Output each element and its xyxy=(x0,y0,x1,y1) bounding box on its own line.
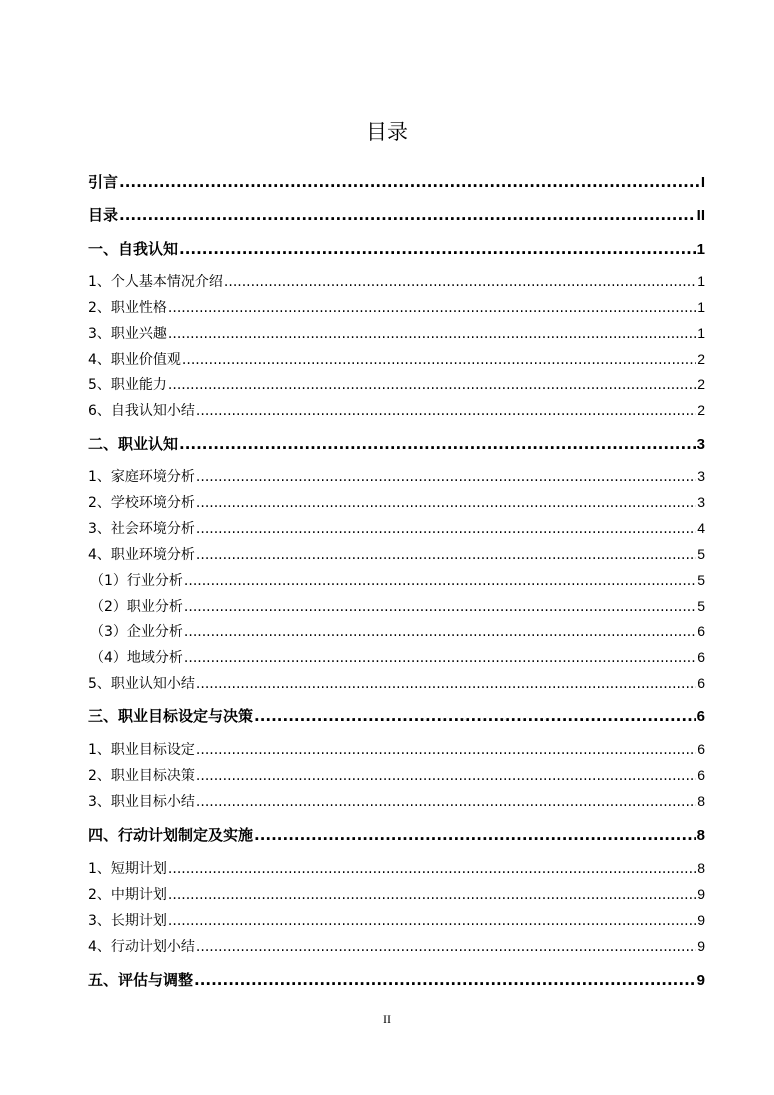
toc-entry[interactable] xyxy=(88,466,705,486)
table-of-contents xyxy=(88,0,705,1000)
toc-entry-page-number: 2 xyxy=(697,351,705,367)
toc-entry-label: 2、中期计划 xyxy=(88,887,167,903)
toc-entry-page-number: 4 xyxy=(697,520,705,536)
toc-entry[interactable] xyxy=(88,271,705,291)
toc-entry-page-number: 6 xyxy=(697,767,705,783)
dot-leader xyxy=(119,172,700,192)
toc-entry[interactable] xyxy=(88,349,705,369)
dot-leader xyxy=(119,205,696,225)
toc-entry[interactable] xyxy=(88,765,705,785)
dot-leader xyxy=(184,648,696,668)
toc-entry[interactable] xyxy=(88,492,705,512)
toc-entry-label: 2、职业性格 xyxy=(88,300,167,316)
dot-leader xyxy=(196,792,696,812)
dot-leader xyxy=(254,706,696,726)
toc-entry-page-number: 6 xyxy=(697,623,705,639)
toc-entry-label: 3、职业目标小结 xyxy=(88,794,195,810)
toc-entry-label: 1、家庭环境分析 xyxy=(88,469,195,485)
toc-entry-page-number: 2 xyxy=(697,402,705,418)
toc-entry-page-number: 1 xyxy=(696,241,705,258)
toc-entry-label: 1、个人基本情况介绍 xyxy=(88,274,223,290)
toc-entry[interactable] xyxy=(88,706,705,726)
toc-entry-page-number: 9 xyxy=(696,972,705,989)
toc-entry[interactable] xyxy=(88,884,705,904)
toc-entry[interactable] xyxy=(88,791,705,811)
dot-leader xyxy=(196,766,696,786)
toc-entry-label: （3）企业分析 xyxy=(90,624,183,640)
toc-entry-page-number: 5 xyxy=(697,598,705,614)
toc-entry[interactable] xyxy=(88,544,705,564)
toc-entry[interactable] xyxy=(88,434,705,454)
toc-entry[interactable] xyxy=(88,172,705,192)
toc-entry-label: 5、职业能力 xyxy=(88,377,167,393)
toc-entry-page-number: 1 xyxy=(697,299,705,315)
toc-entry-page-number: 9 xyxy=(697,886,705,902)
toc-entry-page-number: 3 xyxy=(697,468,705,484)
toc-entry[interactable] xyxy=(88,323,705,343)
toc-entry-label: 目录 xyxy=(88,206,119,224)
toc-entry-label: （4）地域分析 xyxy=(90,650,183,666)
toc-entry-label: 3、职业兴趣 xyxy=(88,326,167,342)
toc-entry-label: 2、职业目标决策 xyxy=(88,768,195,784)
toc-entry-label: 一、自我认知 xyxy=(88,240,179,258)
toc-entry-page-number: 3 xyxy=(697,494,705,510)
toc-entry-label: （1）行业分析 xyxy=(90,573,183,589)
toc-entry[interactable] xyxy=(88,205,705,225)
toc-entry[interactable] xyxy=(88,910,705,930)
toc-entry-page-number: 6 xyxy=(697,741,705,757)
dot-leader xyxy=(184,571,696,591)
toc-entry[interactable] xyxy=(88,970,705,990)
dot-leader xyxy=(196,674,696,694)
toc-entry-page-number: 8 xyxy=(697,793,705,809)
dot-leader xyxy=(168,859,696,879)
dot-leader xyxy=(196,401,696,421)
dot-leader xyxy=(254,825,696,845)
toc-entry-page-number: 6 xyxy=(697,675,705,691)
toc-entry[interactable] xyxy=(88,239,705,259)
toc-entry[interactable] xyxy=(88,858,705,878)
dot-leader xyxy=(196,545,696,565)
page-title: 目录 xyxy=(366,120,408,144)
dot-leader xyxy=(179,434,696,454)
dot-leader xyxy=(168,885,696,905)
toc-entry[interactable] xyxy=(88,936,705,956)
dot-leader xyxy=(184,622,696,642)
dot-leader xyxy=(196,467,696,487)
toc-entry-page-number: 8 xyxy=(696,827,705,844)
toc-entry[interactable] xyxy=(90,570,705,590)
toc-entry-page-number: 6 xyxy=(697,649,705,665)
toc-entry-label: 五、评估与调整 xyxy=(88,971,194,989)
dot-leader xyxy=(224,272,696,292)
toc-entry[interactable] xyxy=(88,739,705,759)
toc-entry-label: 三、职业目标设定与决策 xyxy=(88,707,254,725)
toc-entry[interactable] xyxy=(88,374,705,394)
toc-entry-label: 5、职业认知小结 xyxy=(88,676,195,692)
dot-leader xyxy=(196,740,696,760)
toc-entry-label: 1、职业目标设定 xyxy=(88,742,195,758)
toc-entry[interactable] xyxy=(88,518,705,538)
toc-entry[interactable] xyxy=(90,596,705,616)
toc-entry-page-number: 9 xyxy=(697,938,705,954)
toc-entry-page-number: II xyxy=(696,207,705,224)
toc-entry[interactable] xyxy=(90,621,705,641)
toc-entry-page-number: 6 xyxy=(696,708,705,725)
toc-entry-label: 2、学校环境分析 xyxy=(88,495,195,511)
toc-entry-label: 4、行动计划小结 xyxy=(88,939,195,955)
toc-entry[interactable] xyxy=(88,297,705,317)
dot-leader xyxy=(179,239,696,259)
toc-entry-label: （2）职业分析 xyxy=(90,599,183,615)
dot-leader xyxy=(168,298,696,318)
toc-entry[interactable] xyxy=(90,647,705,667)
toc-entry-page-number: 5 xyxy=(697,572,705,588)
toc-entry-page-number: 1 xyxy=(697,273,705,289)
toc-entry-label: 6、自我认知小结 xyxy=(88,403,195,419)
toc-entry[interactable] xyxy=(88,825,705,845)
toc-entry[interactable] xyxy=(88,673,705,693)
dot-leader xyxy=(168,911,696,931)
dot-leader xyxy=(196,493,696,513)
toc-entry-label: 1、短期计划 xyxy=(88,861,167,877)
toc-entry-page-number: 2 xyxy=(697,376,705,392)
toc-entry-label: 4、职业价值观 xyxy=(88,352,181,368)
toc-entry-page-number: 3 xyxy=(696,436,705,453)
dot-leader xyxy=(196,937,696,957)
dot-leader xyxy=(168,375,696,395)
toc-entry-label: 引言 xyxy=(88,173,119,191)
toc-entry-label: 四、行动计划制定及实施 xyxy=(88,826,254,844)
dot-leader xyxy=(194,970,696,990)
toc-entry[interactable] xyxy=(88,400,705,420)
dot-leader xyxy=(182,350,696,370)
dot-leader xyxy=(196,519,696,539)
toc-entry-label: 3、长期计划 xyxy=(88,913,167,929)
toc-entry-label: 二、职业认知 xyxy=(88,435,179,453)
page-number-footer: II xyxy=(383,1012,391,1026)
toc-entry-label: 4、职业环境分析 xyxy=(88,547,195,563)
toc-entry-label: 3、社会环境分析 xyxy=(88,521,195,537)
dot-leader xyxy=(168,324,696,344)
toc-entry-page-number: 5 xyxy=(697,546,705,562)
dot-leader xyxy=(184,597,696,617)
toc-entry-page-number: 8 xyxy=(697,860,705,876)
toc-entry-page-number: 1 xyxy=(697,325,705,341)
toc-entry-page-number: I xyxy=(700,174,705,191)
toc-entry-page-number: 9 xyxy=(697,912,705,928)
